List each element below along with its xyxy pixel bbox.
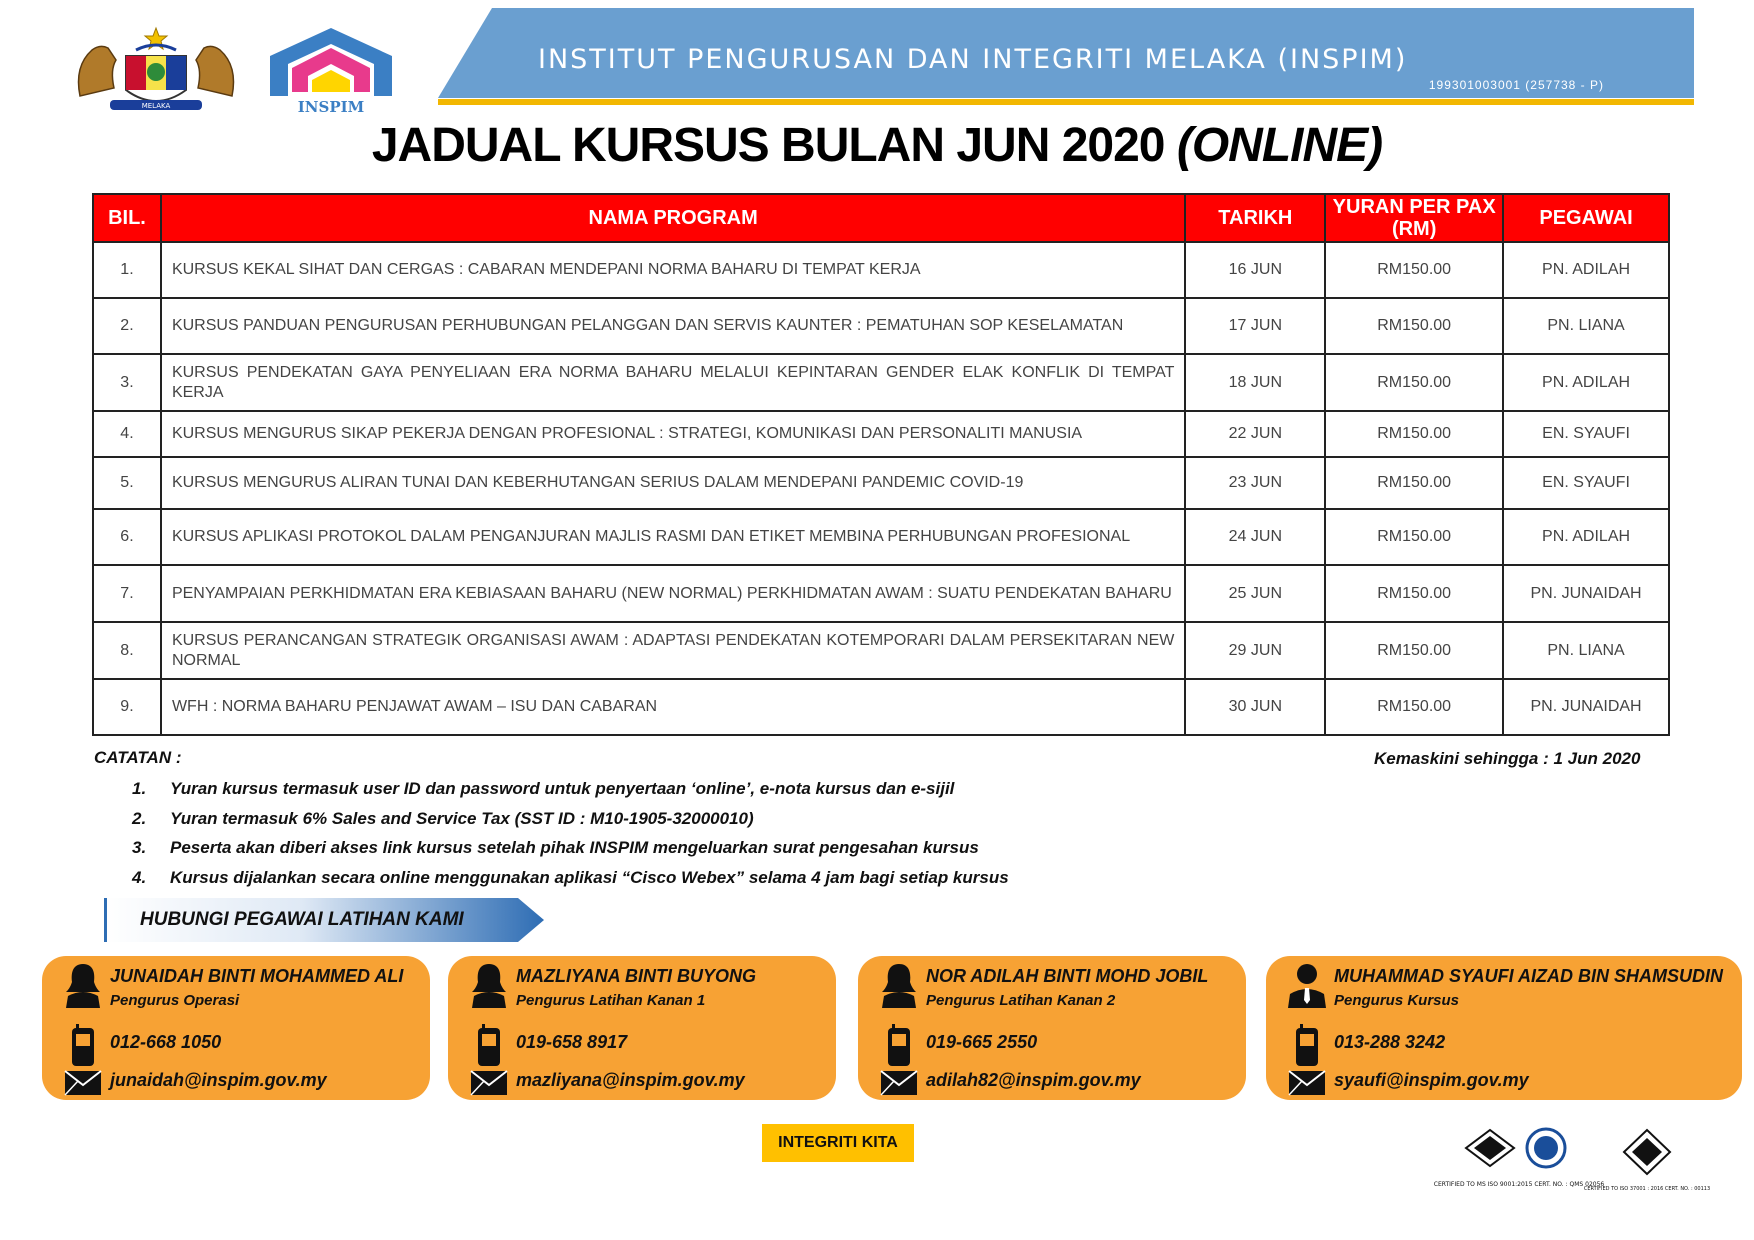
male-person-icon — [1286, 962, 1328, 1008]
course-schedule-table — [92, 193, 1670, 736]
note-number: 2. — [132, 808, 147, 828]
header-yuran: YURAN PER PAX (RM) — [1325, 194, 1503, 242]
contact-phone[interactable]: 012-668 1050 — [110, 1032, 222, 1052]
page-title-online: (ONLINE) — [1176, 119, 1383, 172]
cell-yuran: RM150.00 — [1325, 509, 1503, 565]
cell-pegawai: PN. ADILAH — [1503, 242, 1669, 298]
quality-certification-logos — [1433, 1126, 1605, 1208]
table-row — [93, 354, 1669, 411]
updated-date: Kemaskini sehingga : 1 Jun 2020 — [1374, 749, 1641, 768]
female-person-icon — [878, 962, 920, 1008]
contact-phone[interactable]: 013-288 3242 — [1334, 1032, 1446, 1052]
cell-yuran: RM150.00 — [1325, 622, 1503, 679]
notes-label: CATATAN : — [94, 748, 182, 767]
cell-program: KURSUS KEKAL SIHAT DAN CERGAS : CABARAN MENDEPANI NORMA BAHARU DI TEMPAT KERJA — [161, 242, 1185, 298]
cell-tarikh: 22 JUN — [1185, 411, 1325, 457]
mail-icon — [64, 1070, 102, 1096]
contact-card — [858, 956, 1246, 1100]
cell-yuran: RM150.00 — [1325, 565, 1503, 622]
cell-tarikh: 25 JUN — [1185, 565, 1325, 622]
cell-bil: 1. — [93, 242, 161, 298]
contact-role: Pengurus Latihan Kanan 2 — [926, 992, 1116, 1009]
svg-text:MELAKA: MELAKA — [141, 102, 171, 110]
mobile-phone-icon — [70, 1024, 96, 1068]
inspim-logo — [262, 26, 400, 116]
table-row — [93, 411, 1669, 457]
contact-email[interactable]: adilah82@inspim.gov.my — [926, 1070, 1141, 1090]
cell-bil: 5. — [93, 457, 161, 509]
cell-pegawai: PN. ADILAH — [1503, 509, 1669, 565]
cell-pegawai: PN. JUNAIDAH — [1503, 679, 1669, 735]
mail-icon — [1288, 1070, 1326, 1096]
cell-program: PENYAMPAIAN PERKHIDMATAN ERA KEBIASAAN BAHARU (NEW NORMAL) PERKHIDMATAN AWAM : SUATU PENDEKATAN BAHARU — [161, 565, 1185, 622]
cell-program: KURSUS MENGURUS SIKAP PEKERJA DENGAN PROFESIONAL : STRATEGI, KOMUNIKASI DAN PERSONALITI MANUSIA — [161, 411, 1185, 457]
header-banner — [438, 8, 1694, 106]
cell-bil: 9. — [93, 679, 161, 735]
integriti-kita-badge: INTEGRITI KITA — [762, 1124, 914, 1162]
contact-title-text: HUBUNGI PEGAWAI LATIHAN KAMI — [140, 909, 464, 930]
table-row — [93, 509, 1669, 565]
contact-name: MAZLIYANA BINTI BUYONG — [516, 966, 756, 986]
bribery-cert-text: CERTIFIED TO ISO 37001 : 2016 CERT. NO. : 00113 — [1583, 1186, 1711, 1192]
table-row — [93, 679, 1669, 735]
cell-bil: 6. — [93, 509, 161, 565]
page-title-main: JADUAL KURSUS BULAN JUN 2020 — [371, 119, 1165, 172]
mobile-phone-icon — [886, 1024, 912, 1068]
contact-role: Pengurus Kursus — [1334, 992, 1460, 1009]
contact-role: Pengurus Latihan Kanan 1 — [516, 992, 706, 1009]
cell-yuran: RM150.00 — [1325, 298, 1503, 354]
cell-yuran: RM150.00 — [1325, 457, 1503, 509]
cell-tarikh: 16 JUN — [1185, 242, 1325, 298]
contact-section-title — [104, 898, 544, 942]
header-bil: BIL. — [93, 194, 161, 242]
contact-card — [1266, 956, 1742, 1100]
cell-pegawai: EN. SYAUFI — [1503, 411, 1669, 457]
header-program: NAMA PROGRAM — [161, 194, 1185, 242]
note-number: 4. — [132, 867, 147, 887]
cell-program: WFH : NORMA BAHARU PENJAWAT AWAM – ISU DAN CABARAN — [161, 679, 1185, 735]
quality-cert-text: CERTIFIED TO MS ISO 9001:2015 CERT. NO. : QMS 02056 — [1433, 1181, 1605, 1188]
table-row — [93, 242, 1669, 298]
mobile-phone-icon — [1294, 1024, 1320, 1068]
mail-icon — [470, 1070, 508, 1096]
contact-email[interactable]: mazliyana@inspim.gov.my — [516, 1070, 745, 1090]
cell-bil: 2. — [93, 298, 161, 354]
contact-email[interactable]: syaufi@inspim.gov.my — [1334, 1070, 1529, 1090]
page-title — [0, 118, 1754, 173]
contact-role: Pengurus Operasi — [110, 992, 240, 1009]
cell-yuran: RM150.00 — [1325, 679, 1503, 735]
cell-bil: 4. — [93, 411, 161, 457]
cell-tarikh: 23 JUN — [1185, 457, 1325, 509]
cell-program: KURSUS PERANCANGAN STRATEGIK ORGANISASI AWAM : ADAPTASI PENDEKATAN KOTEMPORARI DALAM PERSEKITARAN NEW NORMAL — [161, 622, 1185, 679]
cell-tarikh: 29 JUN — [1185, 622, 1325, 679]
cell-yuran: RM150.00 — [1325, 354, 1503, 411]
registration-number: 199301003001 (257738 - P) — [1428, 78, 1604, 92]
note-text: Kursus dijalankan secara online menggunakan aplikasi “Cisco Webex” selama 4 jam bagi setiap kursus — [170, 867, 1009, 887]
svg-text:INSPIM: INSPIM — [297, 98, 365, 116]
cell-pegawai: PN. LIANA — [1503, 298, 1669, 354]
female-person-icon — [62, 962, 104, 1008]
contact-email[interactable]: junaidah@inspim.gov.my — [110, 1070, 327, 1090]
cell-tarikh: 24 JUN — [1185, 509, 1325, 565]
contact-name: JUNAIDAH BINTI MOHAMMED ALI — [110, 966, 404, 986]
cell-pegawai: EN. SYAUFI — [1503, 457, 1669, 509]
cell-program: KURSUS MENGURUS ALIRAN TUNAI DAN KEBERHUTANGAN SERIUS DALAM MENDEPANI PANDEMIC COVID-19 — [161, 457, 1185, 509]
contact-phone[interactable]: 019-665 2550 — [926, 1032, 1038, 1052]
contact-phone[interactable]: 019-658 8917 — [516, 1032, 628, 1052]
note-text: Yuran termasuk 6% Sales and Service Tax (SST ID : M10-1905-32000010) — [170, 808, 754, 828]
cell-tarikh: 18 JUN — [1185, 354, 1325, 411]
cell-program: KURSUS PENDEKATAN GAYA PENYELIAAN ERA NORMA BAHARU MELALUI KEPINTARAN GENDER ELAK KONFLIK DI TEMPAT KERJA — [161, 354, 1185, 411]
female-person-icon — [468, 962, 510, 1008]
contact-name: MUHAMMAD SYAUFI AIZAD BIN SHAMSUDIN — [1334, 966, 1723, 986]
note-item — [132, 774, 1009, 804]
melaka-crest-logo — [70, 26, 242, 116]
cell-pegawai: PN. LIANA — [1503, 622, 1669, 679]
table-row — [93, 622, 1669, 679]
header-pegawai: PEGAWAI — [1503, 194, 1669, 242]
cell-yuran: RM150.00 — [1325, 411, 1503, 457]
note-text: Yuran kursus termasuk user ID dan password untuk penyertaan ‘online’, e-nota kursus dan e-sijil — [170, 779, 955, 798]
header-tarikh: TARIKH — [1185, 194, 1325, 242]
table-row — [93, 565, 1669, 622]
cell-bil: 3. — [93, 354, 161, 411]
table-row — [93, 457, 1669, 509]
note-item — [132, 863, 1009, 893]
cell-pegawai: PN. JUNAIDAH — [1503, 565, 1669, 622]
cell-pegawai: PN. ADILAH — [1503, 354, 1669, 411]
cell-tarikh: 17 JUN — [1185, 298, 1325, 354]
note-item — [132, 833, 1009, 863]
contact-name: NOR ADILAH BINTI MOHD JOBIL — [926, 966, 1209, 986]
notes-list — [132, 774, 1009, 892]
table-header-row — [93, 194, 1669, 242]
cell-yuran: RM150.00 — [1325, 242, 1503, 298]
table-row — [93, 298, 1669, 354]
mail-icon — [880, 1070, 918, 1096]
mobile-phone-icon — [476, 1024, 502, 1068]
banner-title: INSTITUT PENGURUSAN DAN INTEGRITI MELAKA (INSPIM) — [538, 44, 1408, 75]
note-number: 3. — [132, 838, 147, 857]
cell-bil: 7. — [93, 565, 161, 622]
cell-bil: 8. — [93, 622, 161, 679]
anti-bribery-certification-logo — [1583, 1126, 1711, 1208]
contact-card — [42, 956, 430, 1100]
note-text: Peserta akan diberi akses link kursus setelah pihak INSPIM mengeluarkan surat pengesahan kursus — [170, 838, 979, 857]
note-number: 1. — [132, 779, 147, 798]
cell-program: KURSUS PANDUAN PENGURUSAN PERHUBUNGAN PELANGGAN DAN SERVIS KAUNTER : PEMATUHAN SOP KESELAMATAN — [161, 298, 1185, 354]
note-item — [132, 804, 1009, 834]
contact-card — [448, 956, 836, 1100]
cell-tarikh: 30 JUN — [1185, 679, 1325, 735]
cell-program: KURSUS APLIKASI PROTOKOL DALAM PENGANJURAN MAJLIS RASMI DAN ETIKET MEMBINA PERHUBUNGAN PROFESIONAL — [161, 509, 1185, 565]
